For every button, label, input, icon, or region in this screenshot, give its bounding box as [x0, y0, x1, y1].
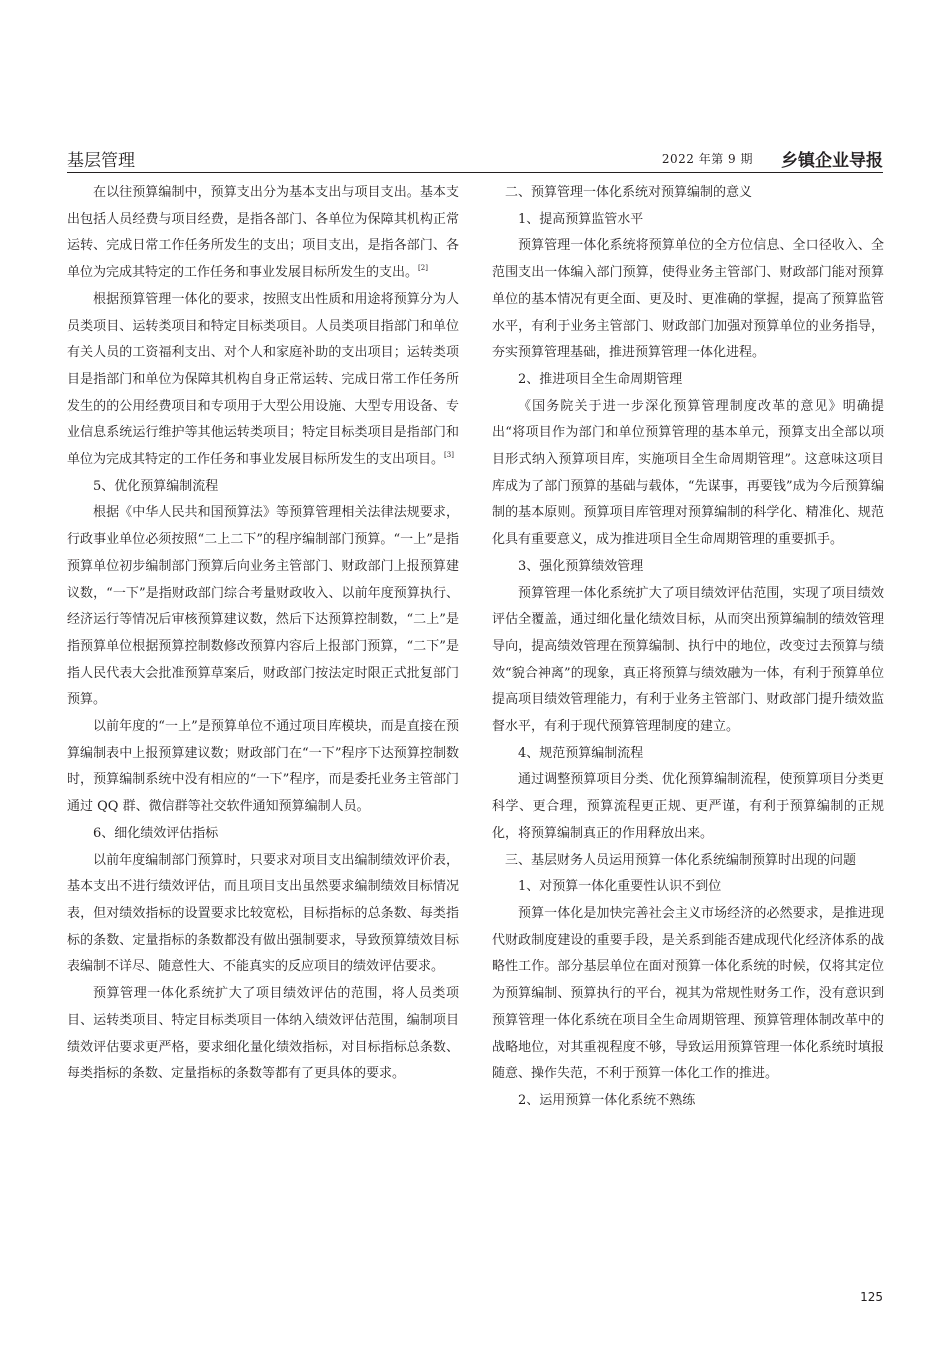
- page-number: 125: [860, 1290, 883, 1304]
- right-column: [492, 180, 884, 1115]
- subsection-heading: 2、运用预算一体化系统不熟练: [518, 1092, 696, 1108]
- paragraph: 预算管理一体化系统将预算单位的全方位信息、全口径收入、全范围支出一体编入部门预算，使得业务主管部门、财政部门能对预算单位的基本情况有更全面、更及时、更准确的掌握，提高了预算监管水平，有利于业务主管部门、财政部门加强对预算单位的业务指导，夯实预算管理基础，推进预算管理一体化进程。: [492, 238, 884, 361]
- subsection-heading: 1、对预算一体化重要性认识不到位: [518, 879, 722, 895]
- journal-name: 乡镇企业导报: [781, 151, 883, 171]
- running-header: [67, 146, 883, 170]
- header-rule: [67, 172, 883, 173]
- issue-info: 2022 年第 9 期: [661, 152, 753, 166]
- subsection-heading: 4、规范预算编制流程: [518, 745, 644, 761]
- subsection-heading: 3、强化预算绩效管理: [518, 558, 644, 574]
- section-heading: 三、基层财务人员运用预算一体化系统编制预算时出现的问题: [505, 852, 857, 868]
- paragraph: 根据《中华人民共和国预算法》等预算管理相关法律法规要求，行政事业单位必须按照“二上二下”的程序编制部门预算。“一上”是指预算单位初步编制部门预算后向业务主管部门、财政部门上报预算建议数，“一下”是指财政部门综合考量财政收入、以前年度预算执行、经济运行等情况后审核预算建议数，然后下达预算控制数，“二上”是指预算单位根据预算控制数修改预算内容后上报部门预算，“二下”是指人民代表大会批准预算草案后，财政部门按法定时限正式批复部门预算。: [67, 505, 459, 708]
- paragraph: 以前年度的“一上”是预算单位不通过项目库模块，而是直接在预算编制表中上报预算建议数；财政部门在“一下”程序下达预算控制数时，预算编制系统中没有相应的“一下”程序，而是委托业务主管部门通过 QQ 群、微信群等社交软件通知预算编制人员。: [67, 719, 459, 815]
- paragraph: 以前年度编制部门预算时，只要求对项目支出编制绩效评价表，基本支出不进行绩效评估，而且项目支出虽然要求编制绩效目标情况表，但对绩效指标的设置要求比较宽松，目标指标的总条数、每类指标的条数、定量指标的条数都没有做出强制要求，导致预算绩效目标表编制不详尽、随意性大、不能真实的反应项目的绩效评估要求。: [67, 852, 459, 975]
- section-title: 基层管理: [67, 151, 135, 171]
- subsection-heading: 6、细化绩效评估指标: [93, 825, 219, 841]
- paragraph: 在以往预算编制中，预算支出分为基本支出与项目支出。基本支出包括人员经费与项目经费，是指各部门、各单位为保障其机构正常运转、完成日常工作任务所发生的支出；项目支出，是指各部门、各单位为完成其特定的工作任务和事业发展目标所发生的支出。[2]: [67, 185, 459, 281]
- paragraph: 《国务院关于进一步深化预算管理制度改革的意见》明确提出“将项目作为部门和单位预算管理的基本单元，预算支出全部以项目形式纳入预算项目库，实施项目全生命周期管理”。这意味这项目库成为了部门预算的基础与载体，“先谋事，再要钱”成为今后预算编制的基本原则。预算项目库管理对预算编制的科学化、精准化、规范化具有重要意义，成为推进项目全生命周期管理的重要抓手。: [492, 398, 884, 548]
- paragraph: 预算管理一体化系统扩大了项目绩效评估的范围，将人员类项目、运转类项目、特定目标类项目一体纳入绩效评估范围，编制项目绩效评估要求更严格，要求细化量化绩效指标，对目标指标总条数、每类指标的条数、定量指标的条数等都有了更具体的要求。: [67, 986, 459, 1082]
- citation-ref: [3]: [444, 451, 454, 460]
- subsection-heading: 2、推进项目全生命周期管理: [518, 371, 683, 387]
- left-column: [67, 180, 459, 1088]
- subsection-heading: 1、提高预算监管水平: [518, 211, 644, 227]
- paragraph: 通过调整预算项目分类、优化预算编制流程，使预算项目分类更科学、更合理，预算流程更正规、更严谨，有利于预算编制的正规化，将预算编制真正的作用释放出来。: [492, 772, 884, 841]
- citation-ref: [2]: [418, 264, 428, 273]
- paragraph: 预算管理一体化系统扩大了项目绩效评估范围，实现了项目绩效评估全覆盖，通过细化量化绩效目标，从而突出预算编制的绩效管理导向，提高绩效管理在预算编制、执行中的地位，改变过去预算与绩效“貌合神离”的现象，真正将预算与绩效融为一体，有利于预算单位提高项目绩效管理能力，有利于业务主管部门、财政部门提升绩效监督水平，有利于现代预算管理制度的建立。: [492, 585, 884, 735]
- paragraph: 预算一体化是加快完善社会主义市场经济的必然要求，是推进现代财政制度建设的重要手段，是关系到能否建成现代化经济体系的战略性工作。部分基层单位在面对预算一体化系统的时候，仅将其定位为预算编制、预算执行的平台，视其为常规性财务工作，没有意识到预算管理一体化系统在项目全生命周期管理、预算管理体制改革中的战略地位，对其重视程度不够，导致运用预算管理一体化系统时填报随意、操作失范，不利于预算一体化工作的推进。: [492, 905, 884, 1082]
- section-heading: 二、预算管理一体化系统对预算编制的意义: [505, 185, 753, 200]
- paragraph: 根据预算管理一体化的要求，按照支出性质和用途将预算分为人员类项目、运转类项目和特定目标类项目。人员类项目指部门和单位有关人员的工资福利支出、对个人和家庭补助的支出项目；运转类项目是指部门和单位为保障其机构自身正常运转、完成日常工作任务所发生的的公用经费项目和专项用于大型公用设施、大型专用设备、专业信息系统运行维护等其他运转类项目；特定目标类项目是指部门和单位为完成其特定的工作任务和事业发展目标所发生的支出项目。[3]: [67, 291, 459, 468]
- subsection-heading: 5、优化预算编制流程: [93, 478, 219, 494]
